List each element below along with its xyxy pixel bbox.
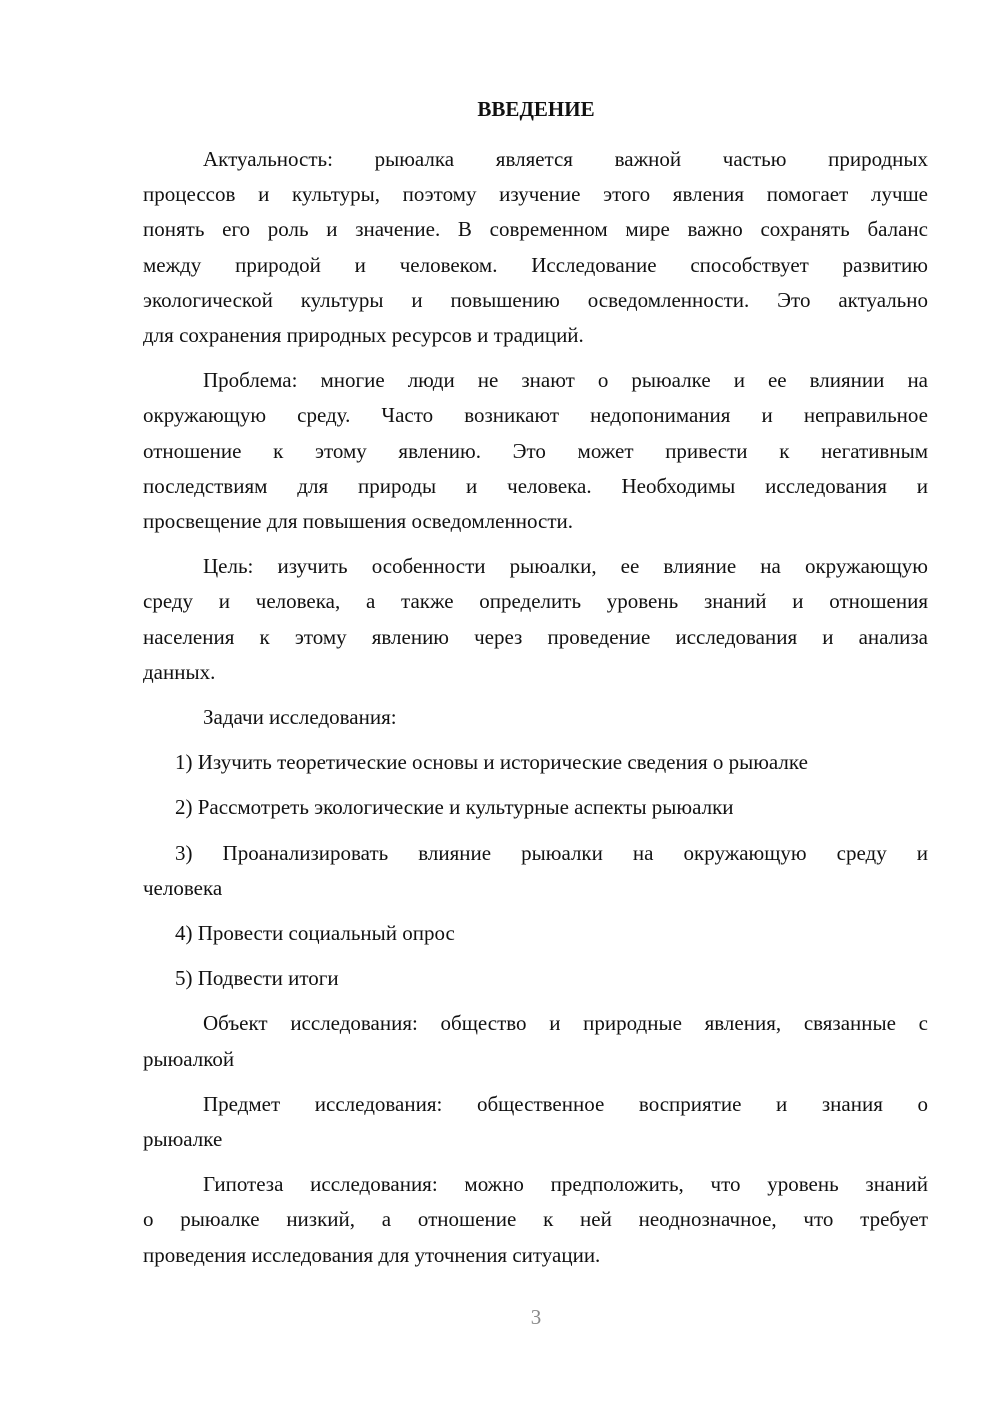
text-line: проведения исследования для уточнения ситуации. <box>143 1242 601 1267</box>
text-line: данных. <box>143 659 216 684</box>
text-line: Актуальность: рыюалка является важной частью природных <box>203 147 928 171</box>
task-item <box>143 745 928 780</box>
text-line: Гипотеза исследования: можно предположить, что уровень знаний <box>203 1172 928 1197</box>
task-item <box>143 961 928 996</box>
text-line: среду и человека, а также определить уровень знаний и отношения <box>143 589 928 614</box>
text-line: между природой и человеком. Исследование способствует развитию <box>143 252 928 277</box>
text-line: человека <box>143 875 223 900</box>
text-line: Предмет исследования: общественное восприятие и знания о <box>203 1091 928 1116</box>
paragraph-object <box>143 1006 928 1076</box>
text-line: Объект исследования: общество и природные явления, связанные с <box>203 1011 928 1036</box>
document-body <box>143 142 928 1283</box>
tasks-heading <box>143 700 928 735</box>
text-line: рыюалке <box>143 1127 223 1152</box>
text-line: Проблема: многие люди не знают о рыюалке и ее влиянии на <box>203 368 928 393</box>
text-line: населения к этому явлению через проведение исследования и анализа <box>143 624 928 649</box>
text-line: просвещение для повышения осведомленности. <box>143 509 573 534</box>
text-line: для сохранения природных ресурсов и традиций. <box>143 323 584 348</box>
text-line: последствиям для природы и человека. Необходимы исследования и <box>143 473 928 498</box>
paragraph-goal <box>143 549 928 690</box>
paragraph-subject <box>143 1087 928 1157</box>
task-item <box>143 836 928 906</box>
text-line: окружающую среду. Часто возникают недопонимания и неправильное <box>143 403 928 428</box>
paragraph-problem <box>143 363 928 539</box>
text-line: процессов и культуры, поэтому изучение этого явления помогает лучше <box>143 182 928 207</box>
text-line: рыюалкой <box>143 1046 235 1071</box>
task-item <box>143 790 928 825</box>
text-line: 3) Проанализировать влияние рыюалки на окружающую среду и <box>175 840 928 865</box>
text-line: отношение к этому явлению. Это может привести к негативным <box>143 438 928 463</box>
task-item <box>143 916 928 951</box>
text-line: 4) Провести социальный опрос <box>175 921 455 946</box>
text-line: понять его роль и значение. В современном мире важно сохранять баланс <box>143 217 928 242</box>
text-line: 5) Подвести итоги <box>175 966 339 991</box>
page-number: 3 <box>530 1305 542 1329</box>
text-line: Цель: изучить особенности рыюалки, ее влияние на окружающую <box>203 554 928 579</box>
section-title: ВВЕДЕНИЕ <box>477 97 595 121</box>
paragraph-relevance <box>143 142 928 353</box>
paragraph-hypothesis <box>143 1167 928 1273</box>
text-line: 2) Рассмотреть экологические и культурные аспекты рыюалки <box>175 795 734 820</box>
text-line: о рыюалке низкий, а отношение к ней неоднозначное, что требует <box>143 1207 928 1232</box>
text-line: Задачи исследования: <box>203 705 397 730</box>
text-line: экологической культуры и повышению осведомленности. Это актуально <box>143 287 928 312</box>
text-line: 1) Изучить теоретические основы и исторические сведения о рыюалке <box>175 750 808 775</box>
